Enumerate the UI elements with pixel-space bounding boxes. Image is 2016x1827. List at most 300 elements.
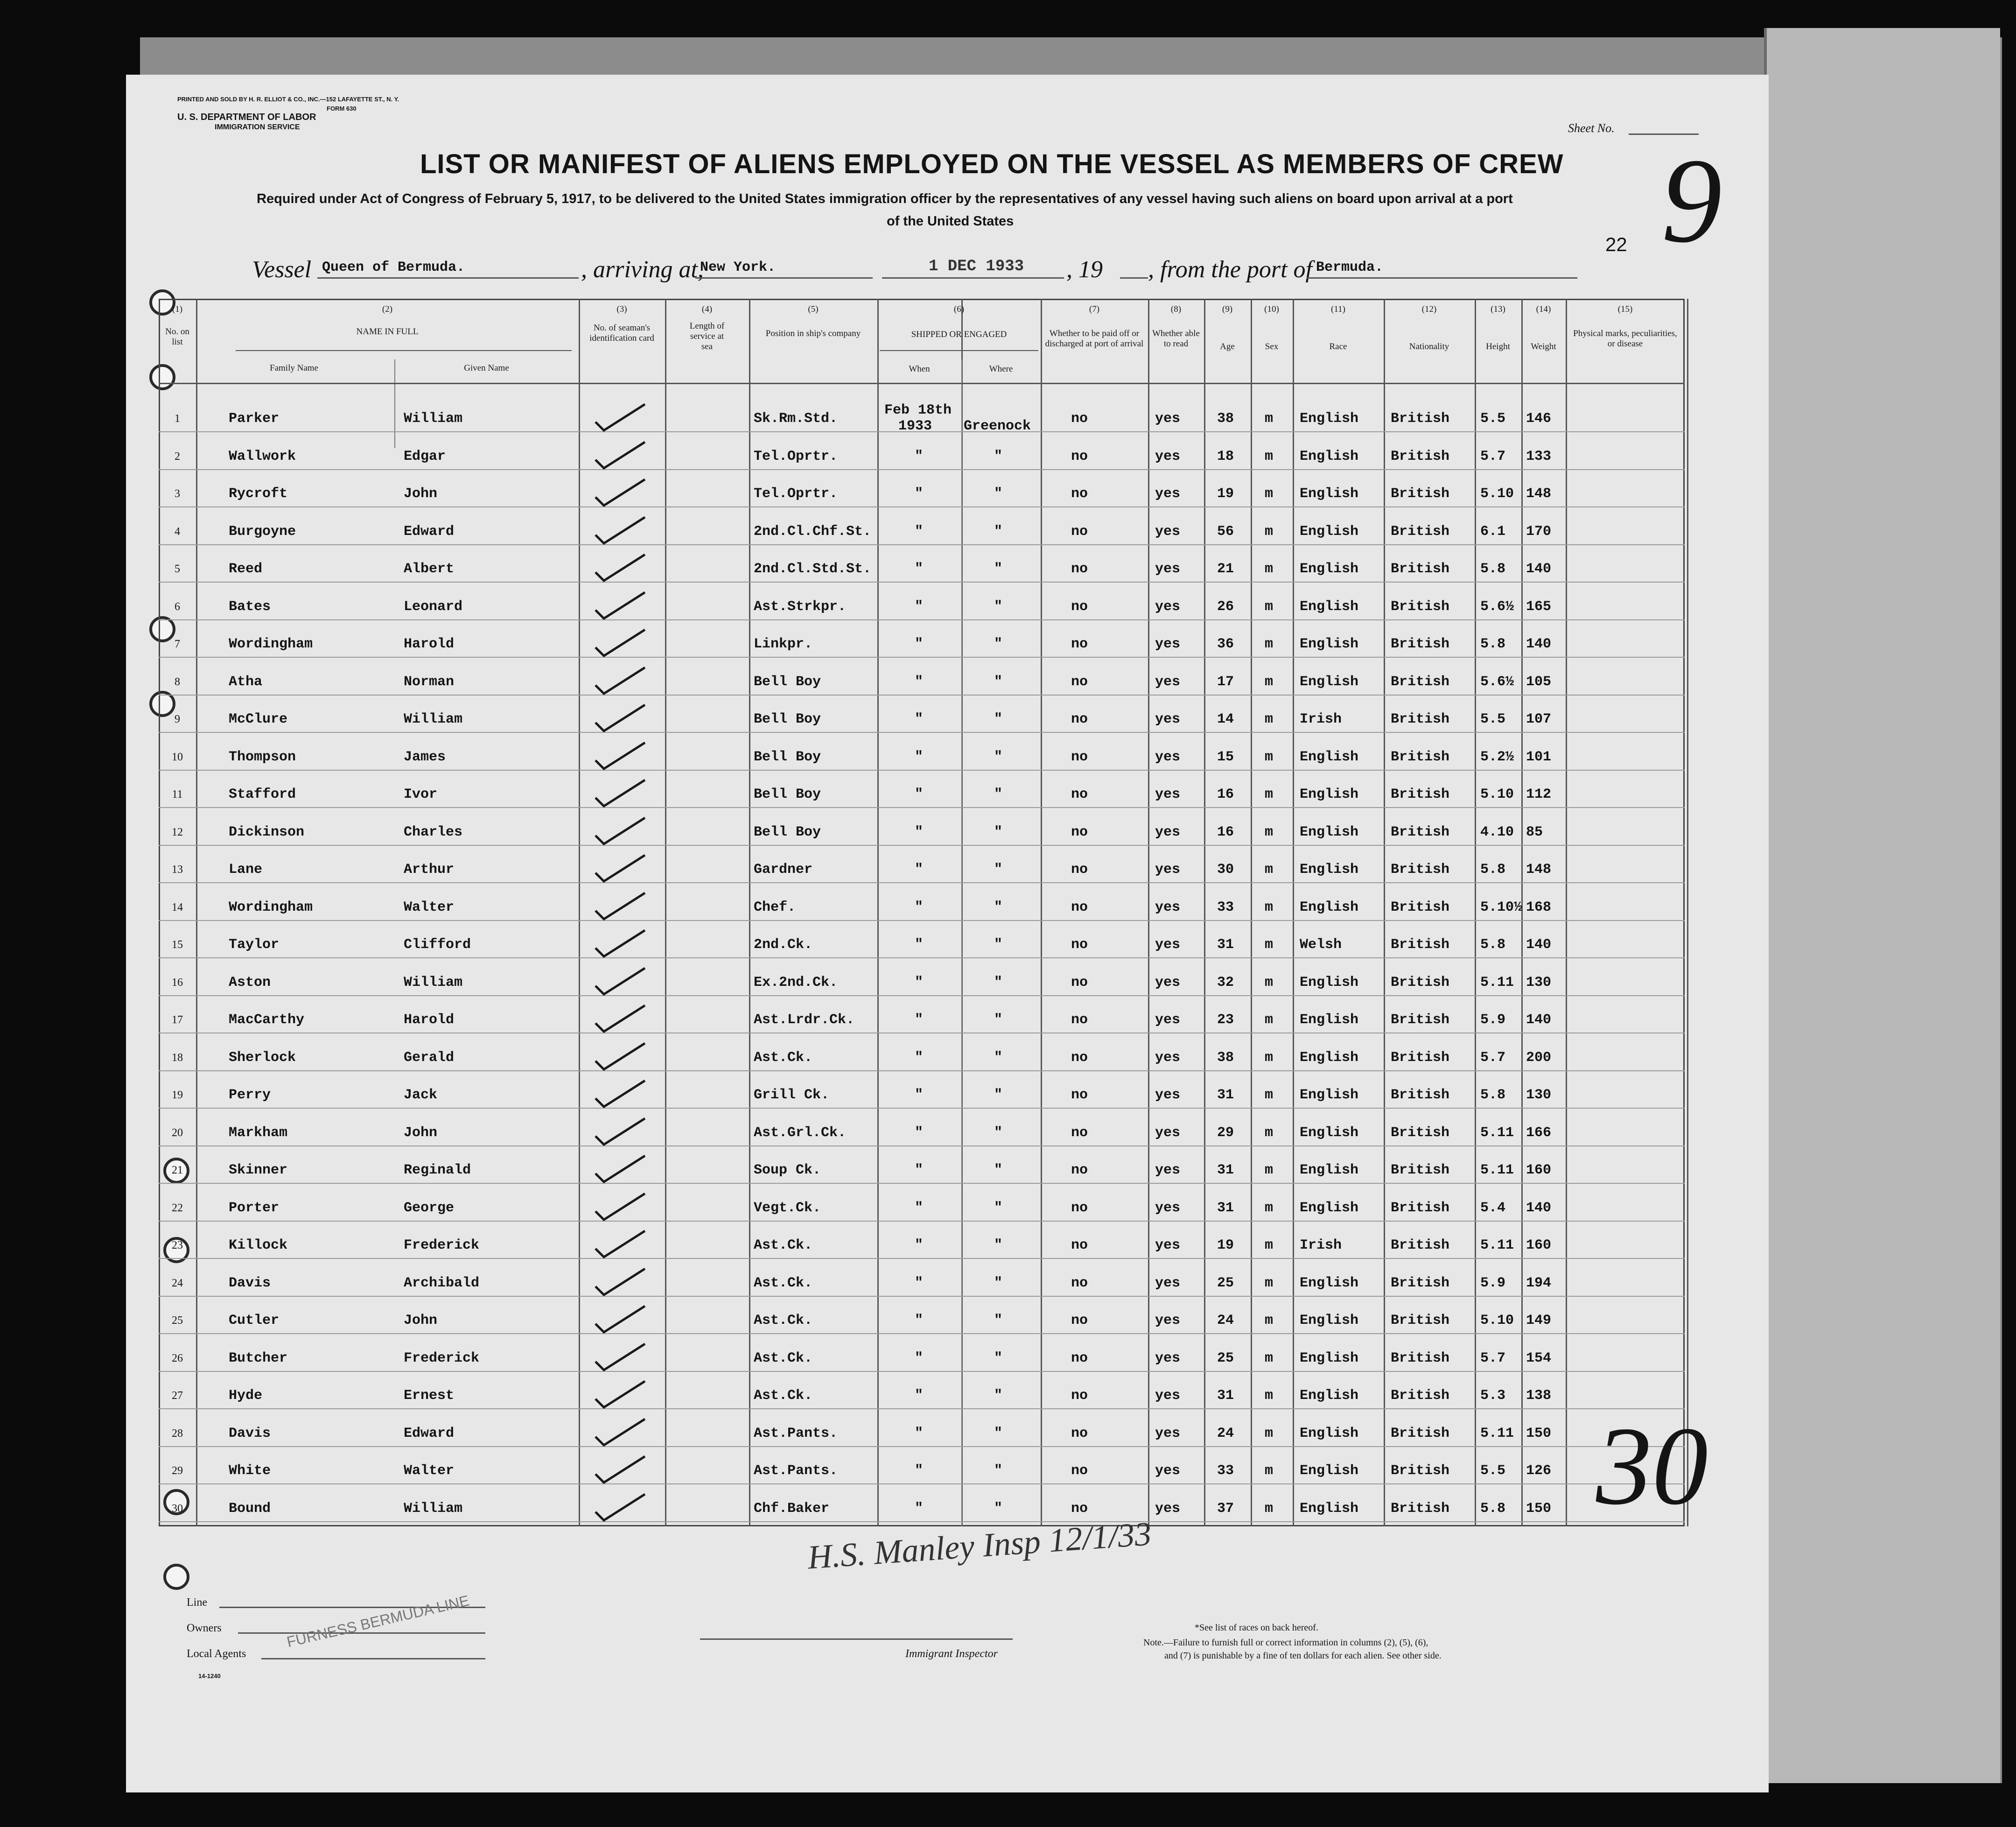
- row-rule: [159, 1258, 1685, 1259]
- row-family-name: Perry: [229, 1087, 271, 1103]
- page-number: 22: [1605, 233, 1627, 255]
- row-given-name: Clifford: [404, 937, 471, 953]
- row-paid-off: no: [1071, 862, 1088, 878]
- row-paid-off: no: [1071, 1124, 1088, 1141]
- row-position: 2nd.Ck.: [754, 937, 813, 953]
- row-race: English: [1300, 1500, 1359, 1517]
- row-height: 5.10: [1480, 486, 1514, 502]
- row-shipped-where-ditto: ": [994, 1388, 1003, 1404]
- row-rule: [159, 770, 1685, 771]
- service: IMMIGRATION SERVICE: [215, 123, 300, 131]
- line-label: Line: [187, 1596, 207, 1609]
- row-paid-off: no: [1071, 411, 1088, 427]
- vessel-name-line: [317, 277, 579, 279]
- row-rule: [159, 1371, 1685, 1372]
- col-15-header: Physical marks, peculiarities, or disease: [1573, 329, 1677, 349]
- row-paid-off: no: [1071, 486, 1088, 502]
- row-given-name: Walter: [404, 899, 455, 915]
- row-position: Bell Boy: [754, 674, 821, 690]
- row-1-shipped-when-year: 1933: [898, 418, 932, 434]
- row-height: 5.3: [1480, 1388, 1506, 1404]
- row-rule: [159, 469, 1685, 470]
- row-family-name: Reed: [229, 561, 263, 577]
- row-paid-off: no: [1071, 1162, 1088, 1178]
- row-given-name: Jack: [404, 1087, 438, 1103]
- row-race: English: [1300, 749, 1359, 765]
- row-height: 4.10: [1480, 824, 1514, 840]
- row-nationality: British: [1391, 974, 1450, 991]
- row-nationality: British: [1391, 899, 1450, 915]
- row-sex: m: [1265, 1500, 1274, 1517]
- row-height: 5.4: [1480, 1200, 1506, 1216]
- row-race: English: [1300, 1124, 1359, 1141]
- row-paid-off: no: [1071, 1012, 1088, 1028]
- checkmark-icon: [593, 1454, 649, 1486]
- row-nationality: British: [1391, 598, 1450, 615]
- row-shipped-when-ditto: ": [915, 1463, 924, 1479]
- row-height: 5.5: [1480, 711, 1506, 727]
- row-able-to-read: yes: [1155, 448, 1181, 464]
- row-rule: [159, 1296, 1685, 1297]
- row-given-name: Arthur: [404, 862, 455, 878]
- row-sex: m: [1265, 411, 1274, 427]
- row-position: Ast.Ck.: [754, 1237, 813, 1253]
- row-shipped-when-ditto: ": [915, 1162, 924, 1178]
- row-number: 12: [172, 826, 183, 838]
- col-15-number: (15): [1617, 304, 1633, 314]
- col-11-number: (11): [1331, 304, 1345, 314]
- col-5-number: (5): [808, 304, 819, 314]
- row-weight: 150: [1526, 1425, 1552, 1441]
- row-shipped-when-ditto: ": [915, 1124, 924, 1141]
- row-sex: m: [1265, 598, 1274, 615]
- row-rule: [159, 995, 1685, 996]
- row-shipped-where-ditto: ": [994, 1425, 1003, 1441]
- row-number: 28: [172, 1427, 183, 1440]
- row-family-name: Skinner: [229, 1162, 288, 1178]
- row-able-to-read: yes: [1155, 824, 1181, 840]
- row-weight: 107: [1526, 711, 1552, 727]
- row-shipped-when-ditto: ": [915, 1200, 924, 1216]
- row-number: 6: [175, 600, 180, 613]
- row-shipped-when-ditto: ": [915, 523, 924, 540]
- row-sex: m: [1265, 1313, 1274, 1328]
- row-number: 7: [175, 638, 180, 650]
- checkmark-icon: [593, 627, 649, 660]
- row-sex: m: [1265, 711, 1274, 727]
- row-given-name: Ivor: [404, 787, 438, 802]
- row-able-to-read: yes: [1155, 1087, 1181, 1103]
- row-able-to-read: yes: [1155, 1313, 1181, 1328]
- col-2-header: NAME IN FULL: [356, 327, 419, 337]
- row-given-name: Edgar: [404, 448, 446, 464]
- checkmark-icon: [593, 1153, 649, 1186]
- row-position: Tel.Oprtr.: [754, 486, 838, 502]
- row-paid-off: no: [1071, 937, 1088, 953]
- row-paid-off: no: [1071, 974, 1088, 991]
- row-shipped-when-ditto: ": [915, 1388, 924, 1404]
- row-height: 5.6½: [1480, 674, 1514, 690]
- department: U. S. DEPARTMENT OF LABOR: [177, 112, 316, 122]
- row-race: English: [1300, 1162, 1359, 1178]
- row-able-to-read: yes: [1155, 1425, 1181, 1441]
- row-sex: m: [1265, 1162, 1274, 1178]
- row-paid-off: no: [1071, 561, 1088, 577]
- row-age: 33: [1217, 1463, 1234, 1479]
- row-shipped-where-ditto: ": [994, 749, 1003, 765]
- row-age: 25: [1217, 1350, 1234, 1366]
- row-paid-off: no: [1071, 1237, 1088, 1253]
- row-nationality: British: [1391, 1087, 1450, 1103]
- row-shipped-where-ditto: ": [994, 1087, 1003, 1103]
- row-number: 1: [175, 413, 180, 425]
- printer-line: PRINTED AND SOLD BY H. R. ELLIOT & CO., INC.—152 LAFAYETTE ST., N. Y.: [177, 96, 399, 103]
- row-number: 13: [172, 864, 183, 876]
- row-number: 15: [172, 939, 183, 951]
- row-position: Ast.Pants.: [754, 1463, 838, 1479]
- row-family-name: Cutler: [229, 1313, 280, 1328]
- row-shipped-when-ditto: ": [915, 486, 924, 502]
- row-position: Soup Ck.: [754, 1162, 821, 1178]
- row-age: 30: [1217, 862, 1234, 878]
- checkmark-icon: [593, 702, 649, 735]
- row-given-name: John: [404, 1313, 438, 1328]
- row-number: 27: [172, 1390, 183, 1402]
- row-paid-off: no: [1071, 1087, 1088, 1103]
- inspector-signature: H.S. Manley Insp 12/1/33: [806, 1515, 1153, 1576]
- checkmark-icon: [593, 1003, 649, 1035]
- row-race: English: [1300, 974, 1359, 991]
- row-sex: m: [1265, 974, 1274, 991]
- row-race: English: [1300, 411, 1359, 427]
- row-number: 4: [175, 525, 180, 538]
- row-given-name: Harold: [404, 1012, 455, 1028]
- row-shipped-when-ditto: ": [915, 448, 924, 464]
- row-weight: 194: [1526, 1275, 1552, 1291]
- row-race: English: [1300, 486, 1359, 502]
- row-shipped-when-ditto: ": [915, 749, 924, 765]
- row-shipped-when-ditto: ": [915, 974, 924, 991]
- row-shipped-where-ditto: ": [994, 711, 1003, 727]
- row-family-name: Markham: [229, 1124, 288, 1141]
- row-shipped-when-ditto: ": [915, 1425, 924, 1441]
- row-weight: 130: [1526, 1087, 1552, 1103]
- from-port-line: [1307, 277, 1577, 279]
- row-number: 10: [172, 751, 183, 763]
- row-weight: 146: [1526, 411, 1552, 427]
- row-weight: 140: [1526, 1012, 1552, 1028]
- row-paid-off: no: [1071, 1275, 1088, 1291]
- col-1-header: No. on list: [165, 327, 189, 347]
- row-family-name: Taylor: [229, 937, 280, 953]
- row-family-name: Bound: [229, 1500, 271, 1517]
- row-weight: 150: [1526, 1500, 1552, 1517]
- row-weight: 148: [1526, 486, 1552, 502]
- row-weight: 126: [1526, 1463, 1552, 1479]
- row-race: English: [1300, 1425, 1359, 1441]
- row-shipped-when-ditto: ": [915, 674, 924, 690]
- row-family-name: Sherlock: [229, 1049, 296, 1066]
- inspector-signature-line: [700, 1638, 1013, 1640]
- checkmark-icon: [593, 1078, 649, 1110]
- row-nationality: British: [1391, 1463, 1450, 1479]
- row-rule: [159, 1333, 1685, 1334]
- col-6-number: (6): [953, 304, 965, 314]
- row-race: English: [1300, 523, 1359, 540]
- row-given-name: George: [404, 1200, 455, 1216]
- row-weight: 138: [1526, 1388, 1552, 1404]
- local-agents-field: [261, 1658, 485, 1659]
- row-nationality: British: [1391, 787, 1450, 802]
- from-port: Bermuda.: [1316, 260, 1384, 275]
- row-able-to-read: yes: [1155, 1388, 1181, 1404]
- row-age: 37: [1217, 1500, 1234, 1517]
- row-paid-off: no: [1071, 448, 1088, 464]
- row-shipped-when-ditto: ": [915, 899, 924, 915]
- row-paid-off: no: [1071, 1313, 1088, 1328]
- row-given-name: Charles: [404, 824, 463, 840]
- row-able-to-read: yes: [1155, 787, 1181, 802]
- row-family-name: Thompson: [229, 749, 296, 765]
- checkmark-icon: [593, 1040, 649, 1073]
- row-race: English: [1300, 1200, 1359, 1216]
- checkmark-icon: [593, 1228, 649, 1261]
- row-shipped-where-ditto: ": [994, 448, 1003, 464]
- row-nationality: British: [1391, 1350, 1450, 1366]
- row-given-name: Walter: [404, 1463, 455, 1479]
- row-able-to-read: yes: [1155, 1162, 1181, 1178]
- row-age: 29: [1217, 1124, 1234, 1141]
- row-nationality: British: [1391, 411, 1450, 427]
- row-rule: [159, 1145, 1685, 1146]
- row-weight: 154: [1526, 1350, 1552, 1366]
- row-rule: [159, 431, 1685, 432]
- row-family-name: White: [229, 1463, 271, 1479]
- row-given-name: Frederick: [404, 1237, 480, 1253]
- row-shipped-where-ditto: ": [994, 674, 1003, 690]
- row-sex: m: [1265, 1388, 1274, 1404]
- row-paid-off: no: [1071, 899, 1088, 915]
- row-height: 5.11: [1480, 1124, 1514, 1141]
- row-age: 17: [1217, 674, 1234, 690]
- row-shipped-where-ditto: ": [994, 1463, 1003, 1479]
- col-2-family-header: Family Name: [270, 363, 318, 373]
- row-given-name: John: [404, 1124, 438, 1141]
- row-number: 22: [172, 1202, 183, 1214]
- col-13-header: Height: [1486, 342, 1510, 351]
- row-rule: [159, 1446, 1685, 1447]
- row-nationality: British: [1391, 1313, 1450, 1328]
- row-given-name: Ernest: [404, 1388, 455, 1404]
- row-race: English: [1300, 1275, 1359, 1291]
- row-weight: 170: [1526, 523, 1552, 540]
- owners-label: Owners: [187, 1622, 222, 1634]
- row-given-name: William: [404, 711, 463, 727]
- row-number: 3: [175, 488, 180, 500]
- row-nationality: British: [1391, 674, 1450, 690]
- row-shipped-when-ditto: ": [915, 824, 924, 840]
- row-able-to-read: yes: [1155, 1012, 1181, 1028]
- col-5-header: Position in ship's company: [765, 329, 861, 338]
- row-sex: m: [1265, 523, 1274, 540]
- row-given-name: Leonard: [404, 598, 463, 615]
- row-shipped-where-ditto: ": [994, 598, 1003, 615]
- col-1-number: (1): [172, 304, 183, 314]
- row-nationality: British: [1391, 1237, 1450, 1253]
- row-family-name: Aston: [229, 974, 271, 991]
- row-height: 5.5: [1480, 411, 1506, 427]
- row-position: Vegt.Ck.: [754, 1200, 821, 1216]
- row-age: 38: [1217, 411, 1234, 427]
- row-race: English: [1300, 636, 1359, 652]
- row-age: 16: [1217, 787, 1234, 802]
- row-shipped-where-ditto: ": [994, 1500, 1003, 1517]
- row-family-name: Wallwork: [229, 448, 296, 464]
- col-6-where-header: Where: [989, 364, 1013, 374]
- col-7-header: Whether to be paid off or discharged at port of arrival: [1045, 329, 1144, 349]
- row-family-name: Davis: [229, 1275, 271, 1291]
- row-able-to-read: yes: [1155, 711, 1181, 727]
- row-shipped-where-ditto: ": [994, 636, 1003, 652]
- row-given-name: Edward: [404, 523, 455, 540]
- row-race: English: [1300, 824, 1359, 840]
- row-age: 56: [1217, 523, 1234, 540]
- row-rule: [159, 1221, 1685, 1222]
- row-position: Gardner: [754, 862, 813, 878]
- row-age: 31: [1217, 1087, 1234, 1103]
- checkmark-icon: [593, 1378, 649, 1411]
- row-race: English: [1300, 1087, 1359, 1103]
- row-height: 5.11: [1480, 974, 1514, 991]
- row-family-name: Parker: [229, 411, 280, 427]
- row-family-name: Stafford: [229, 787, 296, 802]
- row-paid-off: no: [1071, 1200, 1088, 1216]
- row-position: Linkpr.: [754, 636, 813, 652]
- form-title: LIST OR MANIFEST OF ALIENS EMPLOYED ON THE VESSEL AS MEMBERS OF CREW: [420, 149, 1564, 179]
- checkmark-icon: [593, 401, 649, 434]
- row-shipped-when-ditto: ": [915, 787, 924, 802]
- col-12-number: (12): [1421, 304, 1437, 314]
- row-family-name: Rycroft: [229, 486, 288, 502]
- col-3-number: (3): [616, 304, 627, 314]
- col-11-header: Race: [1329, 342, 1347, 351]
- row-nationality: British: [1391, 824, 1450, 840]
- row-able-to-read: yes: [1155, 899, 1181, 915]
- row-number: 19: [172, 1089, 183, 1101]
- row-age: 19: [1217, 486, 1234, 502]
- checkmark-icon: [593, 477, 649, 509]
- row-number: 16: [172, 976, 183, 989]
- row-weight: 112: [1526, 787, 1552, 802]
- row-paid-off: no: [1071, 1388, 1088, 1404]
- row-paid-off: no: [1071, 1425, 1088, 1441]
- row-able-to-read: yes: [1155, 674, 1181, 690]
- row-race: English: [1300, 1049, 1359, 1066]
- row-number: 29: [172, 1465, 183, 1477]
- row-able-to-read: yes: [1155, 1463, 1181, 1479]
- col-2-given-header: Given Name: [464, 363, 509, 373]
- row-nationality: British: [1391, 1162, 1450, 1178]
- row-family-name: Dickinson: [229, 824, 305, 840]
- row-race: English: [1300, 1350, 1359, 1366]
- arriving-label: , arriving at,: [581, 256, 704, 283]
- row-rule: [159, 695, 1685, 696]
- row-rule: [159, 506, 1685, 507]
- row-position: Ast.Pants.: [754, 1425, 838, 1441]
- col-9-header: Age: [1220, 342, 1235, 351]
- row-shipped-where-ditto: ": [994, 1313, 1003, 1328]
- row-sex: m: [1265, 824, 1274, 840]
- row-race: Irish: [1300, 1237, 1342, 1253]
- col-3-header: No. of seaman's identification card: [589, 323, 654, 343]
- row-able-to-read: yes: [1155, 1200, 1181, 1216]
- row-rule: [159, 957, 1685, 958]
- vessel-name: Queen of Bermuda.: [322, 260, 465, 275]
- row-age: 31: [1217, 937, 1234, 953]
- checkmark-icon: [593, 590, 649, 622]
- row-given-name: Harold: [404, 636, 455, 652]
- row-weight: 140: [1526, 937, 1552, 953]
- checkmark-icon: [593, 852, 649, 885]
- row-position: Ast.Ck.: [754, 1350, 813, 1366]
- row-shipped-where-ditto: ": [994, 486, 1003, 502]
- checkmark-icon: [593, 1341, 649, 1374]
- row-position: Grill Ck.: [754, 1087, 830, 1103]
- row-sex: m: [1265, 937, 1274, 953]
- row-age: 31: [1217, 1388, 1234, 1404]
- row-shipped-when-ditto: ": [915, 1012, 924, 1028]
- row-number: 11: [172, 788, 183, 801]
- checkmark-icon: [593, 777, 649, 810]
- row-age: 24: [1217, 1313, 1234, 1328]
- row-rule: [159, 544, 1685, 545]
- row-given-name: William: [404, 411, 463, 427]
- row-paid-off: no: [1071, 674, 1088, 690]
- arrival-date-stamp: 1 DEC 1933: [929, 258, 1024, 275]
- row-height: 5.8: [1480, 636, 1506, 652]
- col-6-when-header: When: [909, 364, 930, 374]
- row-position: Ast.Ck.: [754, 1388, 813, 1404]
- row-able-to-read: yes: [1155, 862, 1181, 878]
- row-age: 21: [1217, 561, 1234, 577]
- row-paid-off: no: [1071, 711, 1088, 727]
- row-able-to-read: yes: [1155, 1237, 1181, 1253]
- row-number: 20: [172, 1126, 183, 1139]
- row-nationality: British: [1391, 1200, 1450, 1216]
- row-able-to-read: yes: [1155, 1500, 1181, 1517]
- row-rule: [159, 1070, 1685, 1071]
- row-age: 15: [1217, 749, 1234, 765]
- col-14-number: (14): [1536, 304, 1551, 314]
- row-height: 5.11: [1480, 1425, 1514, 1441]
- row-rule: [159, 845, 1685, 846]
- col-4-number: (4): [701, 304, 713, 314]
- row-number: 30: [172, 1502, 183, 1515]
- row-given-name: Gerald: [404, 1049, 455, 1066]
- checkmark-icon: [593, 1191, 649, 1223]
- row-shipped-when-ditto: ": [915, 636, 924, 652]
- row-sex: m: [1265, 1275, 1274, 1291]
- local-agents-label: Local Agents: [187, 1648, 246, 1660]
- row-number: 9: [175, 713, 180, 725]
- row-height: 5.6½: [1480, 598, 1514, 615]
- row-given-name: William: [404, 974, 463, 991]
- row-nationality: British: [1391, 937, 1450, 953]
- row-height: 5.10: [1480, 787, 1514, 802]
- form-subtitle-2: of the United States: [887, 214, 1014, 229]
- row-given-name: John: [404, 486, 438, 502]
- row-shipped-where-ditto: ": [994, 974, 1003, 991]
